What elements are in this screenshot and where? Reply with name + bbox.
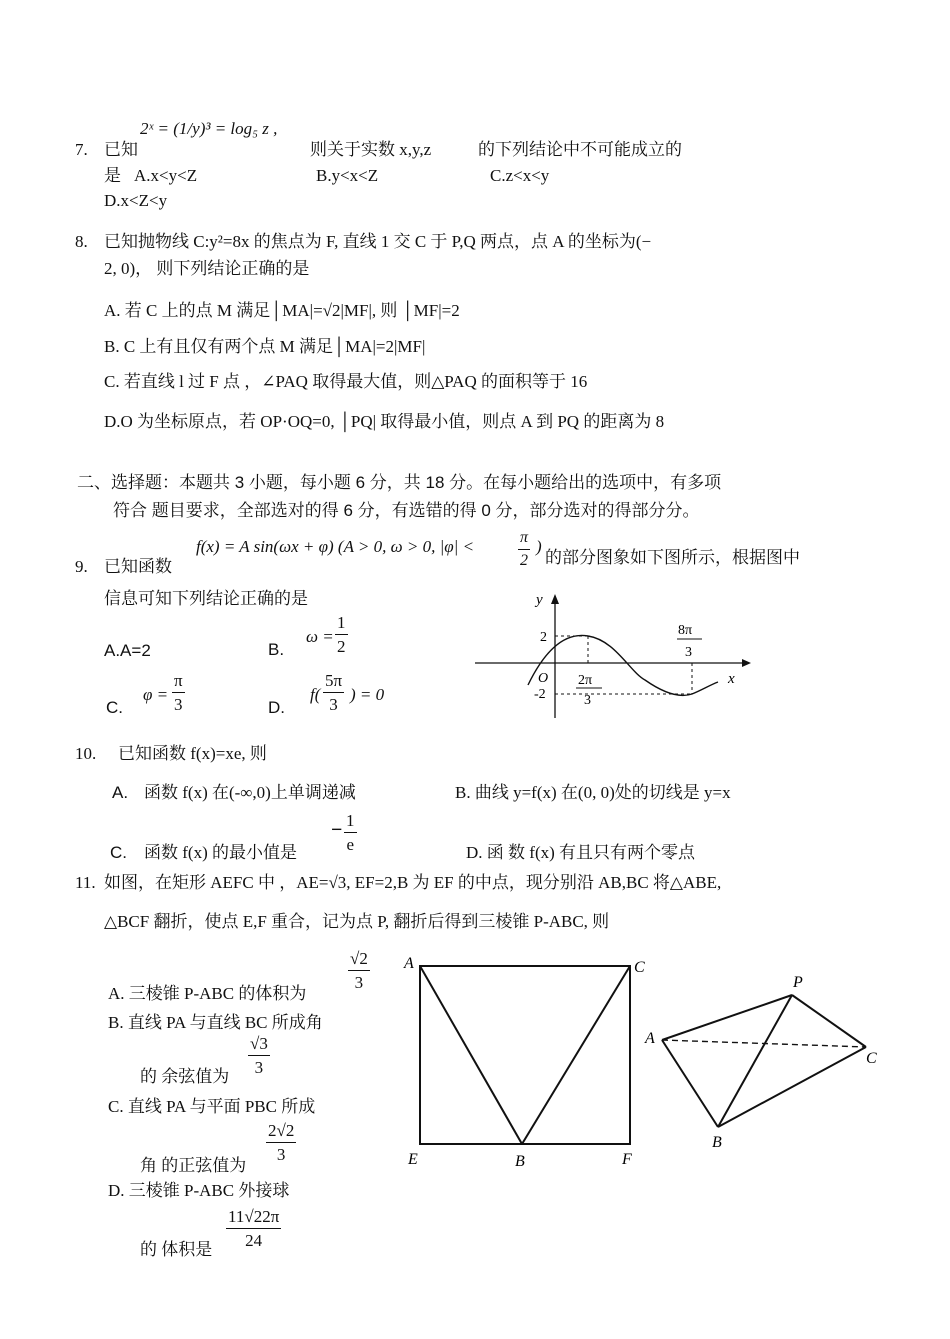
q11-option-d-line-2: 的 体积是 [140, 1240, 213, 1259]
graph-y-label: y [536, 592, 543, 608]
q10-option-c-num: 1 [346, 811, 355, 830]
q10-option-c: 函数 f(x) 的最小值是 [144, 843, 297, 862]
q9-formula-den: 2 [520, 552, 528, 569]
q9-option-d-num: 5π [325, 671, 343, 690]
q9-option-d-fraction [323, 672, 344, 713]
fraction-bar [344, 832, 357, 833]
q11-rectangle-figure [400, 948, 660, 1173]
fig1-label-a: A [404, 955, 414, 972]
graph-y-max-label: 2 [540, 630, 547, 645]
q10-number: 10. [75, 744, 97, 763]
fraction-bar [323, 692, 344, 693]
fraction-bar [172, 692, 185, 693]
q9-sine-graph [470, 590, 760, 720]
q9-formula-fraction [518, 530, 530, 569]
q8-line-2: 2, 0)， 则下列结论正确的是 [104, 259, 310, 278]
q9-option-a: A.A=2 [104, 641, 151, 660]
fig2-label-c: C [866, 1050, 877, 1067]
q11-option-c-den: 3 [276, 1145, 286, 1164]
q10-option-b: B. 曲线 y=f(x) 在(0, 0)处的切线是 y=x [455, 783, 731, 802]
q8-option-d: D.O 为坐标原点，若 OP·OQ=0, │PQ| 取得最小值，则点 A 到 PQ 的距离为 8 [104, 412, 665, 431]
fraction-bar [518, 549, 530, 550]
edge-pc [792, 995, 866, 1047]
segment-ab [420, 966, 522, 1144]
graph-x-label: x [728, 671, 735, 687]
q9-text-after: 的部分图象如下图所示，根据图中 [545, 548, 800, 567]
q9-line-2: 信息可知下列结论正确的是 [104, 589, 308, 608]
q9-formula: f(x) = A sin(ωx + φ) (A > 0, ω > 0, |φ| < [196, 537, 475, 556]
q10-option-c-den: e [346, 835, 355, 854]
q9-option-d-den: 3 [329, 695, 338, 714]
q7-text-3: 是 [104, 166, 121, 185]
fig1-label-e: E [408, 1151, 418, 1168]
fig2-label-a: A [645, 1030, 655, 1047]
q9-option-c-lhs: φ = [143, 685, 169, 704]
q11-option-c-num: 2√2 [268, 1121, 295, 1140]
fig2-label-p: P [793, 974, 803, 991]
q11-option-a-fraction [348, 950, 370, 991]
y-axis-arrow [551, 594, 559, 604]
graph-x2-den: 3 [685, 645, 692, 660]
fig1-label-b: B [515, 1153, 525, 1170]
fraction-bar [266, 1142, 296, 1143]
q11-option-b-line-2: 的 余弦值为 [140, 1067, 230, 1086]
q9-option-d-label: D. [268, 698, 285, 717]
fig1-label-f: F [622, 1151, 632, 1168]
q11-option-d-den: 24 [245, 1231, 263, 1250]
q9-option-b-num: 1 [337, 613, 346, 632]
q11-number: 11. [75, 873, 96, 892]
q11-option-b-num: √3 [250, 1034, 268, 1053]
q11-option-b-line-1: B. 直线 PA 与直线 BC 所成角 [108, 1013, 323, 1032]
segment-cb [522, 966, 630, 1144]
q11-line-1: 如图，在矩形 AEFC 中 ，AE=√3, EF=2,B 为 EF 的中点，现分别沿 AB,BC 将△ABE, [104, 873, 722, 892]
fraction-bar [226, 1228, 281, 1229]
q10-line-1: 已知函数 f(x)=xe, 则 [118, 744, 267, 763]
q11-option-a: A. 三棱锥 P-ABC 的体积为 [108, 984, 307, 1003]
graph-x2-num: 8π [678, 623, 693, 638]
q9-intro: 已知函数 [104, 557, 172, 576]
fraction-bar [335, 634, 348, 635]
q9-option-d-rhs: ) = 0 [350, 685, 385, 704]
fig2-label-b: B [712, 1134, 722, 1151]
x-axis-arrow [742, 659, 751, 667]
section-2-heading-line-1: 二、选择题：本题共 3 小题，每小题 6 分，共 18 分。在每小题给出的选项中，有多项 [77, 473, 722, 492]
q10-option-a-label: A. [112, 783, 129, 802]
graph-x1-den: 3 [584, 693, 591, 708]
q9-formula-num: π [520, 529, 529, 546]
q9-option-c-label: C. [106, 698, 123, 717]
q7-option-b: B.y<x<Z [316, 166, 379, 185]
q9-option-d-lhs: f( [310, 685, 321, 704]
q7-option-c: C.z<x<y [490, 166, 550, 185]
q10-option-c-sign: − [331, 819, 343, 841]
q11-option-c-line-1: C. 直线 PA 与平面 PBC 所成 [108, 1097, 316, 1116]
fraction-bar [348, 970, 370, 971]
edge-ap [662, 995, 792, 1040]
q11-option-d-num: 11√22π [228, 1207, 280, 1226]
q9-option-b-den: 2 [337, 637, 346, 656]
q7-number: 7. [75, 140, 88, 159]
q11-option-b-den: 3 [254, 1058, 264, 1077]
fig1-label-c: C [634, 959, 645, 976]
q7-formula: 2ˣ = (1/y)³ = log₅ z , [140, 119, 278, 138]
q8-option-c: C. 若直线 l 过 F 点 ，∠PAQ 取得最大值，则△PAQ 的面积等于 16 [104, 372, 588, 391]
q11-option-a-den: 3 [354, 973, 364, 992]
q9-option-c-den: 3 [174, 695, 183, 714]
q7-option-d: D.x<Z<y [104, 191, 168, 210]
q8-option-b: B. C 上有且仅有两个点 M 满足│MA|=2|MF| [104, 337, 426, 356]
q7-option-a: A.x<y<Z [134, 166, 198, 185]
graph-y-min-label: -2 [534, 687, 546, 702]
q7-intro: 已知 [104, 140, 138, 159]
fraction-bar [248, 1055, 270, 1056]
q10-option-d: D. 函 数 f(x) 有且只有两个零点 [466, 843, 696, 862]
q11-option-d-line-1: D. 三棱锥 P-ABC 外接球 [108, 1181, 290, 1200]
rectangle-aefc [420, 966, 630, 1144]
edge-ab [662, 1040, 718, 1127]
q8-line-1: 已知抛物线 C:y²=8x 的焦点为 F, 直线 1 交 C 于 P,Q 两点，点 A 的坐标为(− [104, 232, 652, 251]
q10-option-a: 函数 f(x) 在(-∞,0)上单调递减 [144, 783, 356, 802]
q11-option-c-line-2: 角 的正弦值为 [140, 1156, 247, 1175]
q9-option-c-fraction [172, 672, 185, 713]
q7-text-2: 的下列结论中不可能成立的 [478, 140, 682, 159]
graph-origin-label: O [538, 671, 549, 686]
q9-option-b-label: B. [268, 640, 285, 659]
q9-formula-end: ) [536, 537, 542, 556]
q11-option-c-fraction [266, 1122, 296, 1163]
q8-number: 8. [75, 232, 88, 251]
q8-option-a: A. 若 C 上的点 M 满足│MA|=√2|MF|, 则 │MF|=2 [104, 301, 460, 320]
q11-option-a-num: √2 [350, 949, 368, 968]
q11-line-2: △BCF 翻折，使点 E,F 重合，记为点 P, 翻折后得到三棱锥 P-ABC, 则 [104, 912, 610, 931]
q11-tetrahedron-figure [640, 965, 890, 1155]
q9-option-b-fraction [335, 614, 348, 655]
graph-x1-num: 2π [578, 673, 593, 688]
q11-option-b-fraction [248, 1035, 270, 1076]
section-2-heading-line-2: 符合 题目要求，全部选对的得 6 分，有选错的得 0 分，部分选对的得部分分。 [113, 501, 700, 520]
q7-text: 则关于实数 x,y,z [310, 140, 432, 159]
q9-option-b-lhs: ω = [306, 627, 334, 646]
q10-option-c-label: C. [110, 843, 127, 862]
q9-option-c-num: π [174, 671, 183, 690]
q10-option-c-fraction [344, 812, 357, 853]
q11-option-d-fraction [226, 1208, 281, 1249]
q9-number: 9. [75, 557, 88, 576]
